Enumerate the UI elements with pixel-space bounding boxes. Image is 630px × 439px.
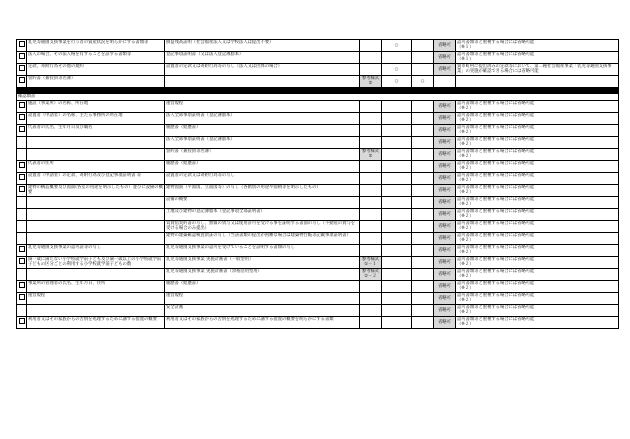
document-label: 履歴書（経歴書）: [165, 160, 360, 172]
omit-badge: 省略可: [434, 148, 456, 160]
table-row: [17, 52, 619, 64]
omit-badge: 省略可: [434, 160, 456, 172]
checkbox[interactable]: [19, 174, 25, 180]
document-label: 運営規程: [165, 100, 360, 112]
reference-form: [360, 124, 382, 136]
checkbox-cell[interactable]: [17, 172, 27, 184]
table-row: [17, 136, 619, 148]
reference-form: [360, 280, 382, 292]
table-row: [17, 76, 619, 88]
document-label: 法人全部事項証明書（登記簿謄本）: [165, 112, 360, 124]
blank-cell: [412, 304, 434, 316]
blank-cell: [382, 292, 412, 304]
checkbox-cell: [17, 268, 27, 280]
note-text: 認可書類等と重複する場合には省略可能 （※２）: [456, 244, 619, 256]
blank-cell: [382, 256, 412, 268]
omit-badge: 省略可: [434, 64, 456, 76]
note-text: 認可書類等と重複する場合には省略可能 （※２）: [456, 256, 619, 268]
item-label: 事業所の管理者の氏名、生年月日、住所: [27, 280, 165, 292]
omit-badge: 省略可: [434, 220, 456, 232]
blank-cell: [412, 172, 434, 184]
item-label: 乳児等通園支援事業の認可証等の写し: [27, 244, 165, 256]
reference-form: [360, 220, 382, 232]
checkbox-cell[interactable]: [17, 316, 27, 328]
blank-cell: [412, 316, 434, 328]
checkbox[interactable]: [19, 102, 25, 108]
reference-form: [360, 232, 382, 244]
table-row: [17, 100, 619, 112]
checkbox[interactable]: [19, 318, 25, 324]
circle-mark: ○: [412, 76, 434, 88]
checkbox-cell[interactable]: [17, 160, 27, 172]
note-text: 認可書類等と重複する場合には省略可能 （※２）: [456, 172, 619, 184]
requirements-table: [16, 39, 619, 329]
omit-badge: 省略可: [434, 40, 456, 52]
blank-cell: [412, 100, 434, 112]
omit-badge: 省略可: [434, 292, 456, 304]
omit-badge: 省略可: [434, 136, 456, 148]
table-row: [17, 124, 619, 136]
omit-badge: 省略可: [434, 232, 456, 244]
blank-cell: [382, 184, 412, 196]
checkbox-cell: [17, 196, 27, 208]
checkbox-cell: [17, 136, 27, 148]
item-label: 運営規程: [27, 292, 165, 304]
document-label: 損益残高証明（社会福祉法人又は学校法人は提出不要）: [165, 40, 360, 52]
note-text: 認可書類等と重複する場合には省略可能 （※２）: [456, 292, 619, 304]
note-text: [456, 76, 619, 88]
blank-cell: [382, 280, 412, 292]
checkbox[interactable]: [19, 258, 25, 264]
item-label: [27, 232, 165, 244]
omit-badge: 省略可: [434, 208, 456, 220]
section-heading: 確認類書: [17, 93, 619, 100]
table-row: [17, 160, 619, 172]
table-row: [17, 196, 619, 208]
item-label: 設置者（申請者）の定款、寄附行為及び登記事項証明書 等: [27, 172, 165, 184]
table-row: [17, 64, 619, 76]
checkbox-cell[interactable]: [17, 124, 27, 136]
table-row: [17, 268, 619, 280]
omit-badge: 省略可: [434, 304, 456, 316]
blank-cell: [412, 280, 434, 292]
blank-cell: [382, 100, 412, 112]
blank-cell: [412, 208, 434, 220]
reference-form: [360, 208, 382, 220]
checkbox[interactable]: [19, 162, 25, 168]
blank-cell: [412, 256, 434, 268]
reference-form: [360, 196, 382, 208]
blank-cell: [412, 292, 434, 304]
document-label: 乳児等通園支援事業 実施計画書（一般型用）: [165, 256, 360, 268]
reference-form: [360, 52, 382, 64]
document-label: 設置者の定款又は寄附行為等の写し（法人又は団体の場合）: [165, 64, 360, 76]
reference-form: [360, 100, 382, 112]
checkbox[interactable]: [19, 114, 25, 120]
note-text: 認可書類等と重複する場合には省略可能 （※２）: [456, 196, 619, 208]
checkbox-cell[interactable]: [17, 256, 27, 268]
item-label: 乳児等通園支援事業を行う者の資産状況を明らかにする書類等: [27, 40, 165, 52]
blank-cell: [412, 196, 434, 208]
checkbox-cell: [17, 148, 27, 160]
requirements-sheet: [16, 39, 618, 329]
blank-cell: [412, 268, 434, 280]
note-text: 認可書類等と重複する場合には省略可能 （※２）: [456, 100, 619, 112]
blank-cell: [412, 220, 434, 232]
note-text: 認可書類等と重複する場合には省略可能 （※２）: [456, 220, 619, 232]
omit-badge: 省略可: [434, 196, 456, 208]
checkbox[interactable]: [19, 282, 25, 288]
item-label: [27, 220, 165, 232]
omit-badge: 省略可: [434, 184, 456, 196]
table-row: [17, 40, 619, 52]
checkbox-cell[interactable]: [17, 40, 27, 52]
omit-badge: 省略可: [434, 100, 456, 112]
reference-form: [360, 172, 382, 184]
blank-cell: [412, 136, 434, 148]
document-label: 設備の概要: [165, 196, 360, 208]
note-text: 認可書類等と重複する場合には省略可能 （※２）: [456, 136, 619, 148]
reference-form: [360, 136, 382, 148]
reference-form: [360, 40, 382, 52]
omit-badge: 省略可: [434, 268, 456, 280]
table-row: [17, 280, 619, 292]
reference-form: 参考様式 ②: [360, 76, 382, 88]
item-label: [27, 196, 165, 208]
checkbox-cell[interactable]: [17, 112, 27, 124]
note-text: 認可書類等と重複する場合には省略可能 （※２）: [456, 124, 619, 136]
table-row: [17, 172, 619, 184]
checkbox-cell[interactable]: [17, 64, 27, 76]
document-label: 建物の建築確認検査済証の写し（当該書類の提出が困難な場合は建築物台帳等記載事項証明書）: [165, 232, 360, 244]
document-label: 乳児等通園支援事業の認可を受けていることを証明する書類の写し: [165, 244, 360, 256]
reference-form: [360, 160, 382, 172]
note-text: 認可書類等と重複する場合には省略可能 （※２）: [456, 208, 619, 220]
document-label: 法人全部事項証明書（登記簿謄本）: [165, 136, 360, 148]
omit-badge: 省略可: [434, 52, 456, 64]
document-label: [165, 76, 360, 88]
reference-form: [360, 316, 382, 328]
checkbox[interactable]: [19, 126, 25, 132]
checkbox-cell: [17, 208, 27, 220]
omit-badge: 省略可: [434, 256, 456, 268]
document-label: 履歴書（経歴書）: [165, 280, 360, 292]
note-text: 認可書類等と重複する場合には省略可能 （※２）: [456, 112, 619, 124]
blank-cell: [412, 112, 434, 124]
checkbox[interactable]: [19, 77, 25, 83]
document-label: 利用者又はその家族からの苦情を処理するために講ずる措置の概要を明らかにする書類: [165, 316, 360, 328]
note-text: 認可書類等と重複する場合には省略可能 （※２）: [456, 316, 619, 328]
reference-form: [360, 64, 382, 76]
item-label: [27, 304, 165, 316]
reference-form: [360, 292, 382, 304]
reference-form: [360, 112, 382, 124]
table-row: [17, 304, 619, 316]
circle-mark: [412, 40, 434, 52]
blank-cell: [412, 160, 434, 172]
checkbox-cell: [17, 304, 27, 316]
omit-badge: 省略可: [434, 112, 456, 124]
checkbox[interactable]: [19, 65, 25, 71]
circle-mark: [412, 52, 434, 64]
omit-badge: 省略可: [434, 316, 456, 328]
table-row: [17, 220, 619, 232]
table-row: [17, 148, 619, 160]
circle-mark: ○: [382, 40, 412, 52]
circle-mark: ○: [382, 64, 412, 76]
table-row: [17, 208, 619, 220]
note-text: 認可書類等と重複する場合には省略可能 （※２）: [456, 280, 619, 292]
blank-cell: [412, 244, 434, 256]
checkbox-cell: [17, 220, 27, 232]
circle-mark: [382, 52, 412, 64]
document-label: 履歴書（経歴書）: [165, 124, 360, 136]
blank-cell: [382, 148, 412, 160]
table-row: [17, 316, 619, 328]
checkbox-cell[interactable]: [17, 76, 27, 88]
item-label: [27, 268, 165, 280]
reference-form: 参考様式 ②: [360, 148, 382, 160]
item-label: 定款、寄附行為その他の規約: [27, 64, 165, 76]
blank-cell: [382, 268, 412, 280]
item-label: 利用者又はその家族からの苦情を処理するために講ずる措置の概要: [27, 316, 165, 328]
requirements-body: [17, 40, 619, 329]
checkbox-cell[interactable]: [17, 184, 27, 196]
item-label: [27, 208, 165, 220]
blank-cell: [382, 136, 412, 148]
blank-cell: [382, 220, 412, 232]
blank-cell: [412, 148, 434, 160]
document-label: 運営規程: [165, 292, 360, 304]
checkbox-cell[interactable]: [17, 52, 27, 64]
table-row: [17, 112, 619, 124]
note-text: 貴市町村に提出済みの定款等において、第二種社会福祉事業「乳児等通園支援事業」の実施が確認できる場合には省略可能: [456, 64, 619, 76]
omit-badge: 省略可: [434, 280, 456, 292]
blank-cell: [382, 316, 412, 328]
reference-form: [360, 304, 382, 316]
note-text: 認可書類等と重複する場合には省略可能 （※２）: [456, 148, 619, 160]
circle-mark: ○: [382, 76, 412, 88]
document-label: 乳児等通園支援事業 実施計画書（余裕活用型用）: [165, 268, 360, 280]
section-heading-row: [17, 93, 619, 100]
note-text: 認可書類等と重複する場合には省略可能 （※２）: [456, 160, 619, 172]
omit-badge: 省略可: [434, 124, 456, 136]
checkbox[interactable]: [19, 41, 25, 47]
reference-form: [360, 184, 382, 196]
checkbox[interactable]: [19, 246, 25, 252]
reference-form: [360, 244, 382, 256]
checkbox-cell[interactable]: [17, 292, 27, 304]
item-label: 代表者の氏名、生年月日及び職名: [27, 124, 165, 136]
omit-badge: [434, 76, 456, 88]
checkbox-cell: [17, 232, 27, 244]
note-text: 認可書類等と重複する場合には省略可能 （※２）: [456, 184, 619, 196]
item-label: [27, 136, 165, 148]
item-label: 代表者の住所: [27, 160, 165, 172]
table-row: [17, 244, 619, 256]
blank-cell: [412, 124, 434, 136]
checkbox[interactable]: [19, 53, 25, 59]
item-label: 誓約書（兼役員等名簿）: [27, 76, 165, 88]
checkbox[interactable]: [19, 294, 25, 300]
checkbox-cell[interactable]: [17, 280, 27, 292]
item-label: 法人の場合、その法人格を有することを証する書類等: [27, 52, 165, 64]
note-text: 認可書類等と重複する場合には省略可能 （※１）: [456, 40, 619, 52]
blank-cell: [382, 112, 412, 124]
note-text: 認可書類等と重複する場合には省略可能 （※２）: [456, 268, 619, 280]
document-label: 賃貸借契約書の写し、無償の貸与又は使用許可を受ける事を証明する書面の写し（不動産の貸与を受ける場合のみ提出）: [165, 220, 360, 232]
table-row: [17, 232, 619, 244]
table-row: [17, 292, 619, 304]
blank-cell: [382, 160, 412, 172]
item-label: 設置者（申請者）の名称、主たる事務所の所在地: [27, 112, 165, 124]
blank-cell: [382, 244, 412, 256]
blank-cell: [382, 172, 412, 184]
blank-cell: [382, 124, 412, 136]
checkbox[interactable]: [19, 186, 25, 192]
table-row: [17, 184, 619, 196]
document-label: 安全計画: [165, 304, 360, 316]
note-text: 認可書類等と重複する場合には省略可能 （※２）: [456, 304, 619, 316]
blank-cell: [382, 232, 412, 244]
checkbox-cell[interactable]: [17, 244, 27, 256]
table-row: [17, 256, 619, 268]
document-label: 登記事項証明書（又は法人登記簿謄本）: [165, 52, 360, 64]
document-label: 設置者の定款又は寄附行為等の写し: [165, 172, 360, 184]
document-label: 誓約書（兼役員等名簿）: [165, 148, 360, 160]
item-label: [27, 148, 165, 160]
blank-cell: [382, 196, 412, 208]
blank-cell: [382, 208, 412, 220]
blank-cell: [412, 184, 434, 196]
circle-mark: [412, 64, 434, 76]
checkbox-cell[interactable]: [17, 100, 27, 112]
document-label: 土地及び建物の登記簿謄本（登記事項全部証明書）: [165, 208, 360, 220]
item-label: 満一歳に満たない小学校就学前子ども及び満一歳以上の小学校就学前子どもの区分ごとの利用する小学校就学前子どもの数: [27, 256, 165, 268]
blank-cell: [382, 304, 412, 316]
omit-badge: 省略可: [434, 172, 456, 184]
reference-form: 参考様式 ①－２: [360, 268, 382, 280]
item-label: 建物の構造概要及び図面(各室の用途を明示したもの）並びに設備の概要: [28, 184, 163, 196]
note-text: 認可書類等と重複する場合には省略可能 （※２）: [456, 232, 619, 244]
document-label: 建物図面（平面図、立面図等）の写し（各階別の用途や面積等を明示したもの）: [165, 184, 360, 196]
item-label: 施設（事業所）の名称、所在地: [27, 100, 165, 112]
blank-cell: [412, 232, 434, 244]
reference-form: 参考様式 ①－１: [360, 256, 382, 268]
note-text: 認可書類等と重複する場合には省略可能 （※１）: [456, 52, 619, 64]
omit-badge: 省略可: [434, 244, 456, 256]
